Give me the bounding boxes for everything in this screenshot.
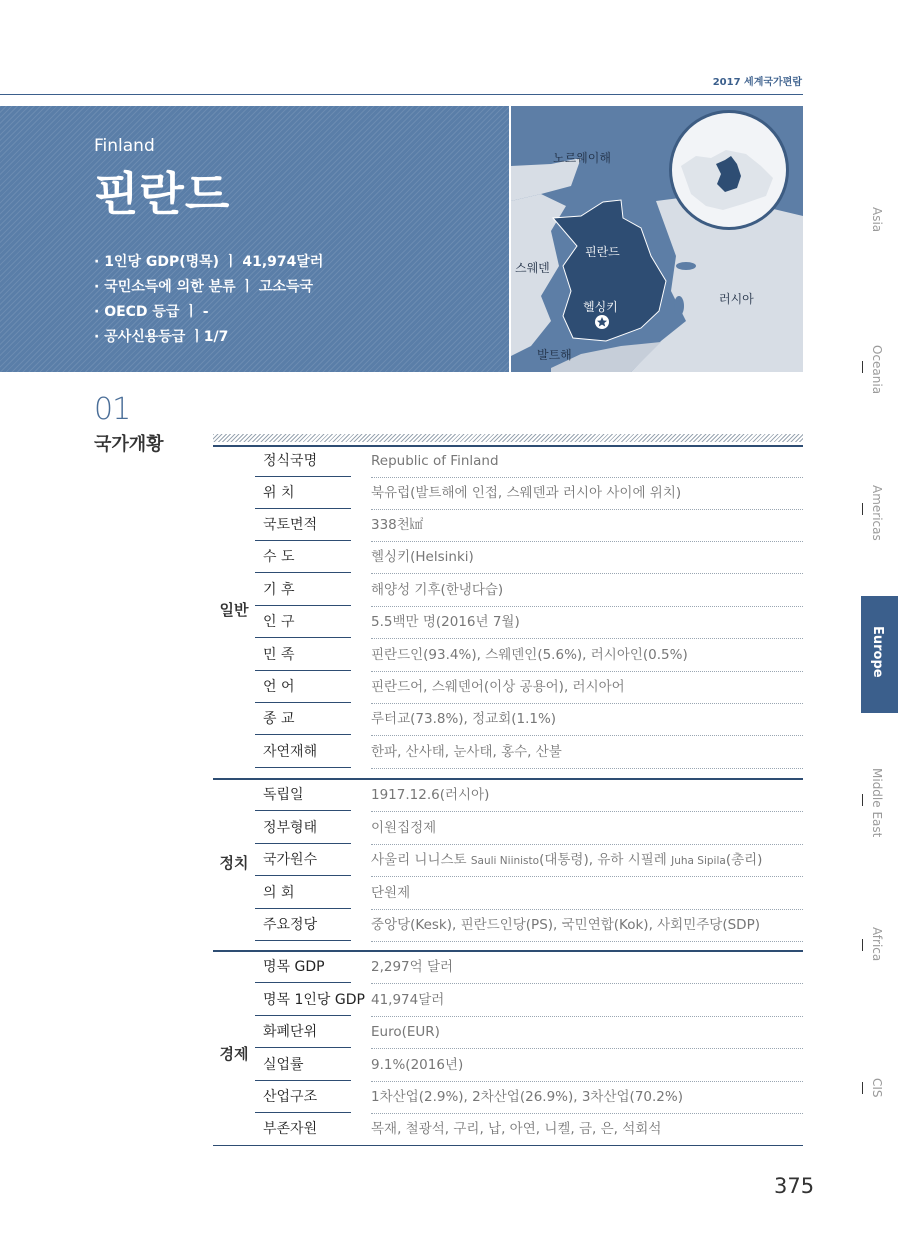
- tab-tick: [862, 939, 863, 951]
- map-label-sweden: 스웨덴: [515, 261, 550, 275]
- side-tab-africa[interactable]: [862, 927, 898, 967]
- table-row: [255, 845, 803, 877]
- row-value: 한파, 산사태, 눈사태, 홍수, 산불: [371, 737, 803, 769]
- row-value: 루터교(73.8%), 정교회(1.1%): [371, 704, 803, 736]
- table-row: [255, 780, 803, 812]
- row-label: 국토면적: [255, 510, 351, 541]
- row-label: 의 회: [255, 878, 351, 909]
- table-row: [255, 878, 803, 910]
- row-label: 산업구조: [255, 1082, 351, 1113]
- group-label-politics: 정치: [219, 854, 249, 872]
- table-row: [255, 672, 803, 704]
- row-value: 핀란드어, 스웨덴어(이상 공용어), 러시아어: [371, 672, 803, 704]
- row-value: Republic of Finland: [371, 446, 803, 478]
- group-economy: [213, 950, 803, 1146]
- row-label: 민 족: [255, 640, 351, 671]
- page-number: 375: [774, 1174, 815, 1198]
- row-value: 5.5백만 명(2016년 7월): [371, 607, 803, 639]
- table-row: [255, 1050, 803, 1082]
- side-tab-americas[interactable]: [862, 485, 898, 541]
- country-map: [511, 106, 803, 372]
- side-tab-middle-east[interactable]: [862, 768, 898, 838]
- map-graphic: [511, 106, 803, 372]
- table-row: [255, 704, 803, 736]
- table-row: [255, 952, 803, 984]
- book-title: 2017 세계국가편람: [712, 77, 802, 88]
- row-value: 헬싱키(Helsinki): [371, 542, 803, 574]
- table-row: [255, 575, 803, 607]
- row-value: Euro(EUR): [371, 1017, 803, 1049]
- group-general: [213, 445, 803, 771]
- table-row: [255, 813, 803, 845]
- map-lake: [674, 296, 684, 316]
- header-rule: [0, 94, 803, 95]
- side-tab-europe[interactable]: [861, 596, 898, 713]
- value-part: 사울리 니니스토: [371, 852, 471, 868]
- side-tab-label: Africa: [870, 927, 884, 962]
- row-value: 2,297억 달러: [371, 952, 803, 984]
- map-label-norwegian-sea: 노르웨이해: [553, 151, 611, 165]
- table-row: [255, 478, 803, 510]
- country-banner: [0, 106, 509, 372]
- side-tab-label: Middle East: [870, 768, 884, 838]
- table-row: [255, 737, 803, 769]
- capital-pin-icon: [595, 315, 609, 329]
- row-value: 해양성 기후(한냉다습): [371, 575, 803, 607]
- row-label: 정부형태: [255, 813, 351, 844]
- row-label: 명목 1인당 GDP: [255, 985, 351, 1016]
- side-tab-label: Asia: [870, 207, 884, 233]
- row-label: 종 교: [255, 704, 351, 735]
- side-tab-label: Oceania: [870, 345, 884, 395]
- table-row: [255, 607, 803, 639]
- side-tab-label: CIS: [870, 1078, 884, 1098]
- table-row: [255, 1017, 803, 1049]
- row-label: 기 후: [255, 575, 351, 606]
- locator-globe: [669, 110, 789, 230]
- row-value: 9.1%(2016년): [371, 1050, 803, 1082]
- section-divider: [213, 434, 803, 442]
- table-row: [255, 985, 803, 1017]
- row-value: 41,974달러: [371, 985, 803, 1017]
- summary-income-class: · 국민소득에 의한 분류 ㅣ 고소득국: [94, 279, 314, 295]
- country-summary: [94, 250, 323, 350]
- row-value: 338천㎢: [371, 510, 803, 542]
- tab-tick: [862, 1082, 863, 1094]
- group-label-economy: 경제: [219, 1045, 249, 1063]
- side-tab-label: Europe: [870, 626, 885, 678]
- tab-tick: [862, 794, 863, 806]
- row-value: 이원집정제: [371, 813, 803, 845]
- row-value: 단원제: [371, 878, 803, 910]
- summary-gdp: · 1인당 GDP(명목) ㅣ 41,974달러: [94, 254, 324, 270]
- map-label-finland: 핀란드: [585, 245, 620, 259]
- table-row: [255, 1082, 803, 1114]
- country-name-en: Finland: [94, 136, 155, 156]
- table-row: [255, 510, 803, 542]
- row-label: 인 구: [255, 607, 351, 638]
- side-tab-label: Americas: [870, 485, 884, 541]
- row-label: 부존자원: [263, 1121, 318, 1137]
- map-label-baltic: 발트해: [537, 348, 572, 362]
- table-row: [255, 1114, 803, 1146]
- row-label: 명목 GDP: [255, 952, 351, 983]
- row-label: 국가원수: [255, 845, 351, 876]
- row-label: 정식국명: [255, 446, 351, 477]
- table-bottom-rule: [213, 1145, 803, 1146]
- table-row: [255, 640, 803, 672]
- side-tab-oceania[interactable]: [862, 343, 898, 393]
- row-value: 북유럽(발트해에 인접, 스웨덴과 러시아 사이에 위치): [371, 478, 803, 510]
- value-part: (총리): [725, 852, 763, 868]
- table-row: [255, 446, 803, 478]
- group-politics: [213, 778, 803, 944]
- side-tab-asia[interactable]: [862, 205, 898, 245]
- summary-credit-grade: · 공사신용등급 ㅣ1/7: [94, 329, 229, 345]
- row-label: 자연재해: [255, 737, 351, 768]
- value-part-latin: Sauli Niinisto: [470, 855, 540, 867]
- table-row: [255, 910, 803, 942]
- side-tab-cis[interactable]: [862, 1078, 898, 1104]
- row-label: 주요정당: [255, 910, 351, 941]
- row-label: 언 어: [255, 672, 351, 703]
- tab-tick: [862, 503, 863, 515]
- value-part-latin: Juha Sipila: [671, 855, 726, 867]
- row-label: 수 도: [255, 542, 351, 573]
- group-label-general: 일반: [219, 601, 249, 619]
- country-name-ko: 핀란드: [94, 167, 231, 221]
- summary-oecd-grade: · OECD 등급 ㅣ -: [94, 304, 209, 320]
- row-label: 실업률: [255, 1050, 351, 1081]
- row-value: 1917.12.6(러시아): [371, 780, 803, 812]
- row-value: 1차산업(2.9%), 2차산업(26.9%), 3차산업(70.2%): [371, 1082, 803, 1114]
- map-lake: [676, 262, 696, 270]
- tab-tick: [862, 361, 863, 373]
- value-part: (대통령), 유하 시필레: [539, 852, 672, 868]
- table-row: [255, 542, 803, 574]
- row-label: 위 치: [255, 478, 351, 509]
- section-number: 01: [94, 392, 131, 427]
- row-value: 중앙당(Kesk), 핀란드인당(PS), 국민연합(Kok), 사회민주당(SDP): [371, 910, 803, 942]
- row-value: 핀란드인(93.4%), 스웨덴인(5.6%), 러시아인(0.5%): [371, 640, 803, 672]
- row-label: 독립일: [255, 780, 351, 811]
- row-value: 목재, 철광석, 구리, 납, 아연, 니켈, 금, 은, 석회석: [371, 1121, 662, 1137]
- map-label-russia: 러시아: [719, 292, 754, 306]
- section-title: 국가개황: [94, 434, 164, 455]
- row-label: 화폐단위: [255, 1017, 351, 1048]
- map-label-helsinki: 헬싱키: [583, 300, 618, 314]
- row-value: [371, 845, 803, 877]
